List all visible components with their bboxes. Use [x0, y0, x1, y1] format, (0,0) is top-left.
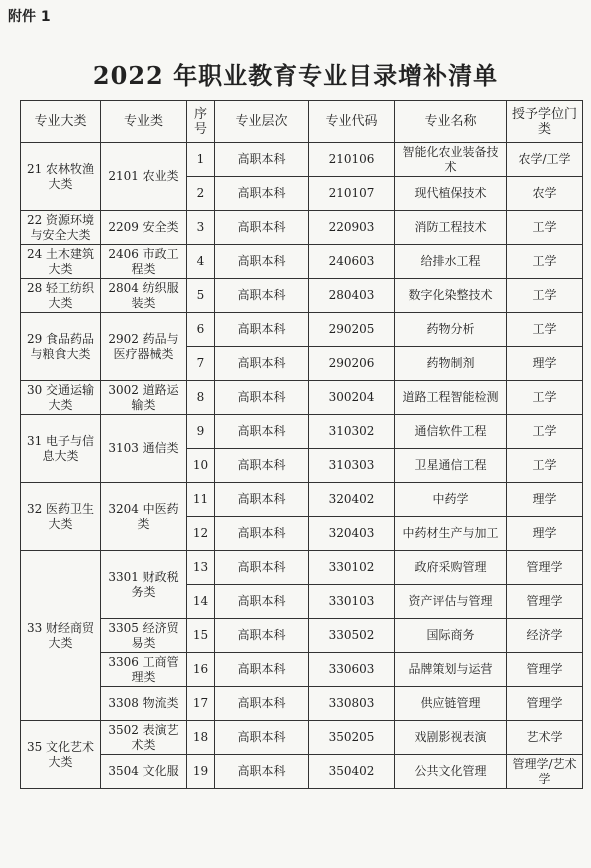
- subcategory-cell: 2209 安全类: [101, 211, 187, 245]
- seq-cell: 19: [187, 755, 215, 789]
- code-cell: 300204: [309, 381, 395, 415]
- code-cell: 350402: [309, 755, 395, 789]
- degree-cell: 管理学: [507, 653, 583, 687]
- seq-cell: 4: [187, 245, 215, 279]
- table-row: [21, 721, 583, 755]
- level-cell: 高职本科: [215, 177, 309, 211]
- major-cell: 药物分析: [395, 313, 507, 347]
- level-cell: 高职本科: [215, 245, 309, 279]
- code-cell: 350205: [309, 721, 395, 755]
- code-cell: 310302: [309, 415, 395, 449]
- level-cell: 高职本科: [215, 687, 309, 721]
- seq-cell: 2: [187, 177, 215, 211]
- code-cell: 280403: [309, 279, 395, 313]
- table-row: [21, 381, 583, 415]
- level-cell: 高职本科: [215, 517, 309, 551]
- subcategory-cell: 3502 表演艺术类: [101, 721, 187, 755]
- degree-cell: 工学: [507, 245, 583, 279]
- level-cell: 高职本科: [215, 755, 309, 789]
- table-row: [21, 619, 583, 653]
- subcategory-cell: 3308 物流类: [101, 687, 187, 721]
- degree-cell: 工学: [507, 449, 583, 483]
- category-cell: 32 医药卫生大类: [21, 483, 101, 551]
- table-row: [21, 211, 583, 245]
- major-cell: 供应链管理: [395, 687, 507, 721]
- category-cell: 30 交通运输大类: [21, 381, 101, 415]
- table-row: [21, 653, 583, 687]
- major-cell: 卫星通信工程: [395, 449, 507, 483]
- table-row: [21, 551, 583, 585]
- table-header-row: [21, 101, 583, 143]
- seq-cell: 8: [187, 381, 215, 415]
- major-cell: 现代植保技术: [395, 177, 507, 211]
- seq-cell: 17: [187, 687, 215, 721]
- code-cell: 220903: [309, 211, 395, 245]
- level-cell: 高职本科: [215, 381, 309, 415]
- col-header-code: 专业代码: [309, 101, 395, 143]
- subcategory-cell: 2902 药品与医疗器械类: [101, 313, 187, 381]
- degree-cell: 艺术学: [507, 721, 583, 755]
- degree-cell: 理学: [507, 347, 583, 381]
- degree-cell: 管理学: [507, 687, 583, 721]
- code-cell: 290205: [309, 313, 395, 347]
- code-cell: 330803: [309, 687, 395, 721]
- major-cell: 国际商务: [395, 619, 507, 653]
- level-cell: 高职本科: [215, 449, 309, 483]
- table-row: [21, 755, 583, 789]
- category-cell: 28 轻工纺织大类: [21, 279, 101, 313]
- subcategory-cell: 2804 纺织服装类: [101, 279, 187, 313]
- col-header-seq: 序号: [187, 101, 215, 143]
- subcategory-cell: 3305 经济贸易类: [101, 619, 187, 653]
- degree-cell: 管理学/艺术学: [507, 755, 583, 789]
- table-row: [21, 143, 583, 177]
- category-cell: 24 土木建筑大类: [21, 245, 101, 279]
- code-cell: 330603: [309, 653, 395, 687]
- majors-table: [20, 100, 583, 789]
- code-cell: 320403: [309, 517, 395, 551]
- level-cell: 高职本科: [215, 313, 309, 347]
- attachment-label: 附件 1: [8, 9, 51, 25]
- category-cell: 33 财经商贸大类: [21, 551, 101, 721]
- seq-cell: 15: [187, 619, 215, 653]
- level-cell: 高职本科: [215, 143, 309, 177]
- degree-cell: 工学: [507, 381, 583, 415]
- code-cell: 290206: [309, 347, 395, 381]
- degree-cell: 工学: [507, 279, 583, 313]
- subcategory-cell: 3306 工商管理类: [101, 653, 187, 687]
- level-cell: 高职本科: [215, 279, 309, 313]
- degree-cell: 工学: [507, 313, 583, 347]
- category-cell: 35 文化艺术大类: [21, 721, 101, 789]
- seq-cell: 11: [187, 483, 215, 517]
- subcategory-cell: 2101 农业类: [101, 143, 187, 211]
- seq-cell: 12: [187, 517, 215, 551]
- subcategory-cell: 3103 通信类: [101, 415, 187, 483]
- level-cell: 高职本科: [215, 721, 309, 755]
- level-cell: 高职本科: [215, 415, 309, 449]
- subcategory-cell: 3002 道路运输类: [101, 381, 187, 415]
- level-cell: 高职本科: [215, 211, 309, 245]
- major-cell: 消防工程技术: [395, 211, 507, 245]
- degree-cell: 管理学: [507, 585, 583, 619]
- code-cell: 240603: [309, 245, 395, 279]
- degree-cell: 管理学: [507, 551, 583, 585]
- table-row: [21, 245, 583, 279]
- category-cell: 29 食品药品与粮食大类: [21, 313, 101, 381]
- code-cell: 210107: [309, 177, 395, 211]
- col-header-category: 专业大类: [21, 101, 101, 143]
- major-cell: 政府采购管理: [395, 551, 507, 585]
- seq-cell: 9: [187, 415, 215, 449]
- subcategory-cell: 3204 中医药类: [101, 483, 187, 551]
- level-cell: 高职本科: [215, 483, 309, 517]
- degree-cell: 经济学: [507, 619, 583, 653]
- degree-cell: 农学/工学: [507, 143, 583, 177]
- seq-cell: 16: [187, 653, 215, 687]
- seq-cell: 5: [187, 279, 215, 313]
- major-cell: 道路工程智能检测: [395, 381, 507, 415]
- level-cell: 高职本科: [215, 551, 309, 585]
- degree-cell: 工学: [507, 211, 583, 245]
- col-header-level: 专业层次: [215, 101, 309, 143]
- major-cell: 数字化染整技术: [395, 279, 507, 313]
- table-row: [21, 483, 583, 517]
- degree-cell: 农学: [507, 177, 583, 211]
- subcategory-cell: 3504 文化服: [101, 755, 187, 789]
- table-row: [21, 279, 583, 313]
- degree-cell: 理学: [507, 483, 583, 517]
- table-body: [21, 143, 583, 789]
- level-cell: 高职本科: [215, 619, 309, 653]
- major-cell: 品牌策划与运营: [395, 653, 507, 687]
- col-header-major: 专业名称: [395, 101, 507, 143]
- seq-cell: 1: [187, 143, 215, 177]
- code-cell: 320402: [309, 483, 395, 517]
- code-cell: 330502: [309, 619, 395, 653]
- major-cell: 智能化农业装备技术: [395, 143, 507, 177]
- table-row: [21, 687, 583, 721]
- major-cell: 药物制剂: [395, 347, 507, 381]
- page-title: 2022 年职业教育专业目录增补清单: [92, 61, 499, 90]
- category-cell: 31 电子与信息大类: [21, 415, 101, 483]
- code-cell: 330102: [309, 551, 395, 585]
- category-cell: 22 资源环境与安全大类: [21, 211, 101, 245]
- code-cell: 310303: [309, 449, 395, 483]
- level-cell: 高职本科: [215, 347, 309, 381]
- level-cell: 高职本科: [215, 653, 309, 687]
- major-cell: 中药材生产与加工: [395, 517, 507, 551]
- table-row: [21, 313, 583, 347]
- subcategory-cell: 2406 市政工程类: [101, 245, 187, 279]
- level-cell: 高职本科: [215, 585, 309, 619]
- major-cell: 通信软件工程: [395, 415, 507, 449]
- seq-cell: 10: [187, 449, 215, 483]
- major-cell: 公共文化管理: [395, 755, 507, 789]
- seq-cell: 3: [187, 211, 215, 245]
- degree-cell: 理学: [507, 517, 583, 551]
- col-header-subcategory: 专业类: [101, 101, 187, 143]
- major-cell: 中药学: [395, 483, 507, 517]
- category-cell: 21 农林牧渔大类: [21, 143, 101, 211]
- major-cell: 戏剧影视表演: [395, 721, 507, 755]
- major-cell: 资产评估与管理: [395, 585, 507, 619]
- seq-cell: 6: [187, 313, 215, 347]
- seq-cell: 7: [187, 347, 215, 381]
- subcategory-cell: 3301 财政税务类: [101, 551, 187, 619]
- seq-cell: 14: [187, 585, 215, 619]
- degree-cell: 工学: [507, 415, 583, 449]
- seq-cell: 13: [187, 551, 215, 585]
- seq-cell: 18: [187, 721, 215, 755]
- code-cell: 210106: [309, 143, 395, 177]
- major-cell: 给排水工程: [395, 245, 507, 279]
- col-header-degree: 授予学位门类: [507, 101, 583, 143]
- table-row: [21, 415, 583, 449]
- code-cell: 330103: [309, 585, 395, 619]
